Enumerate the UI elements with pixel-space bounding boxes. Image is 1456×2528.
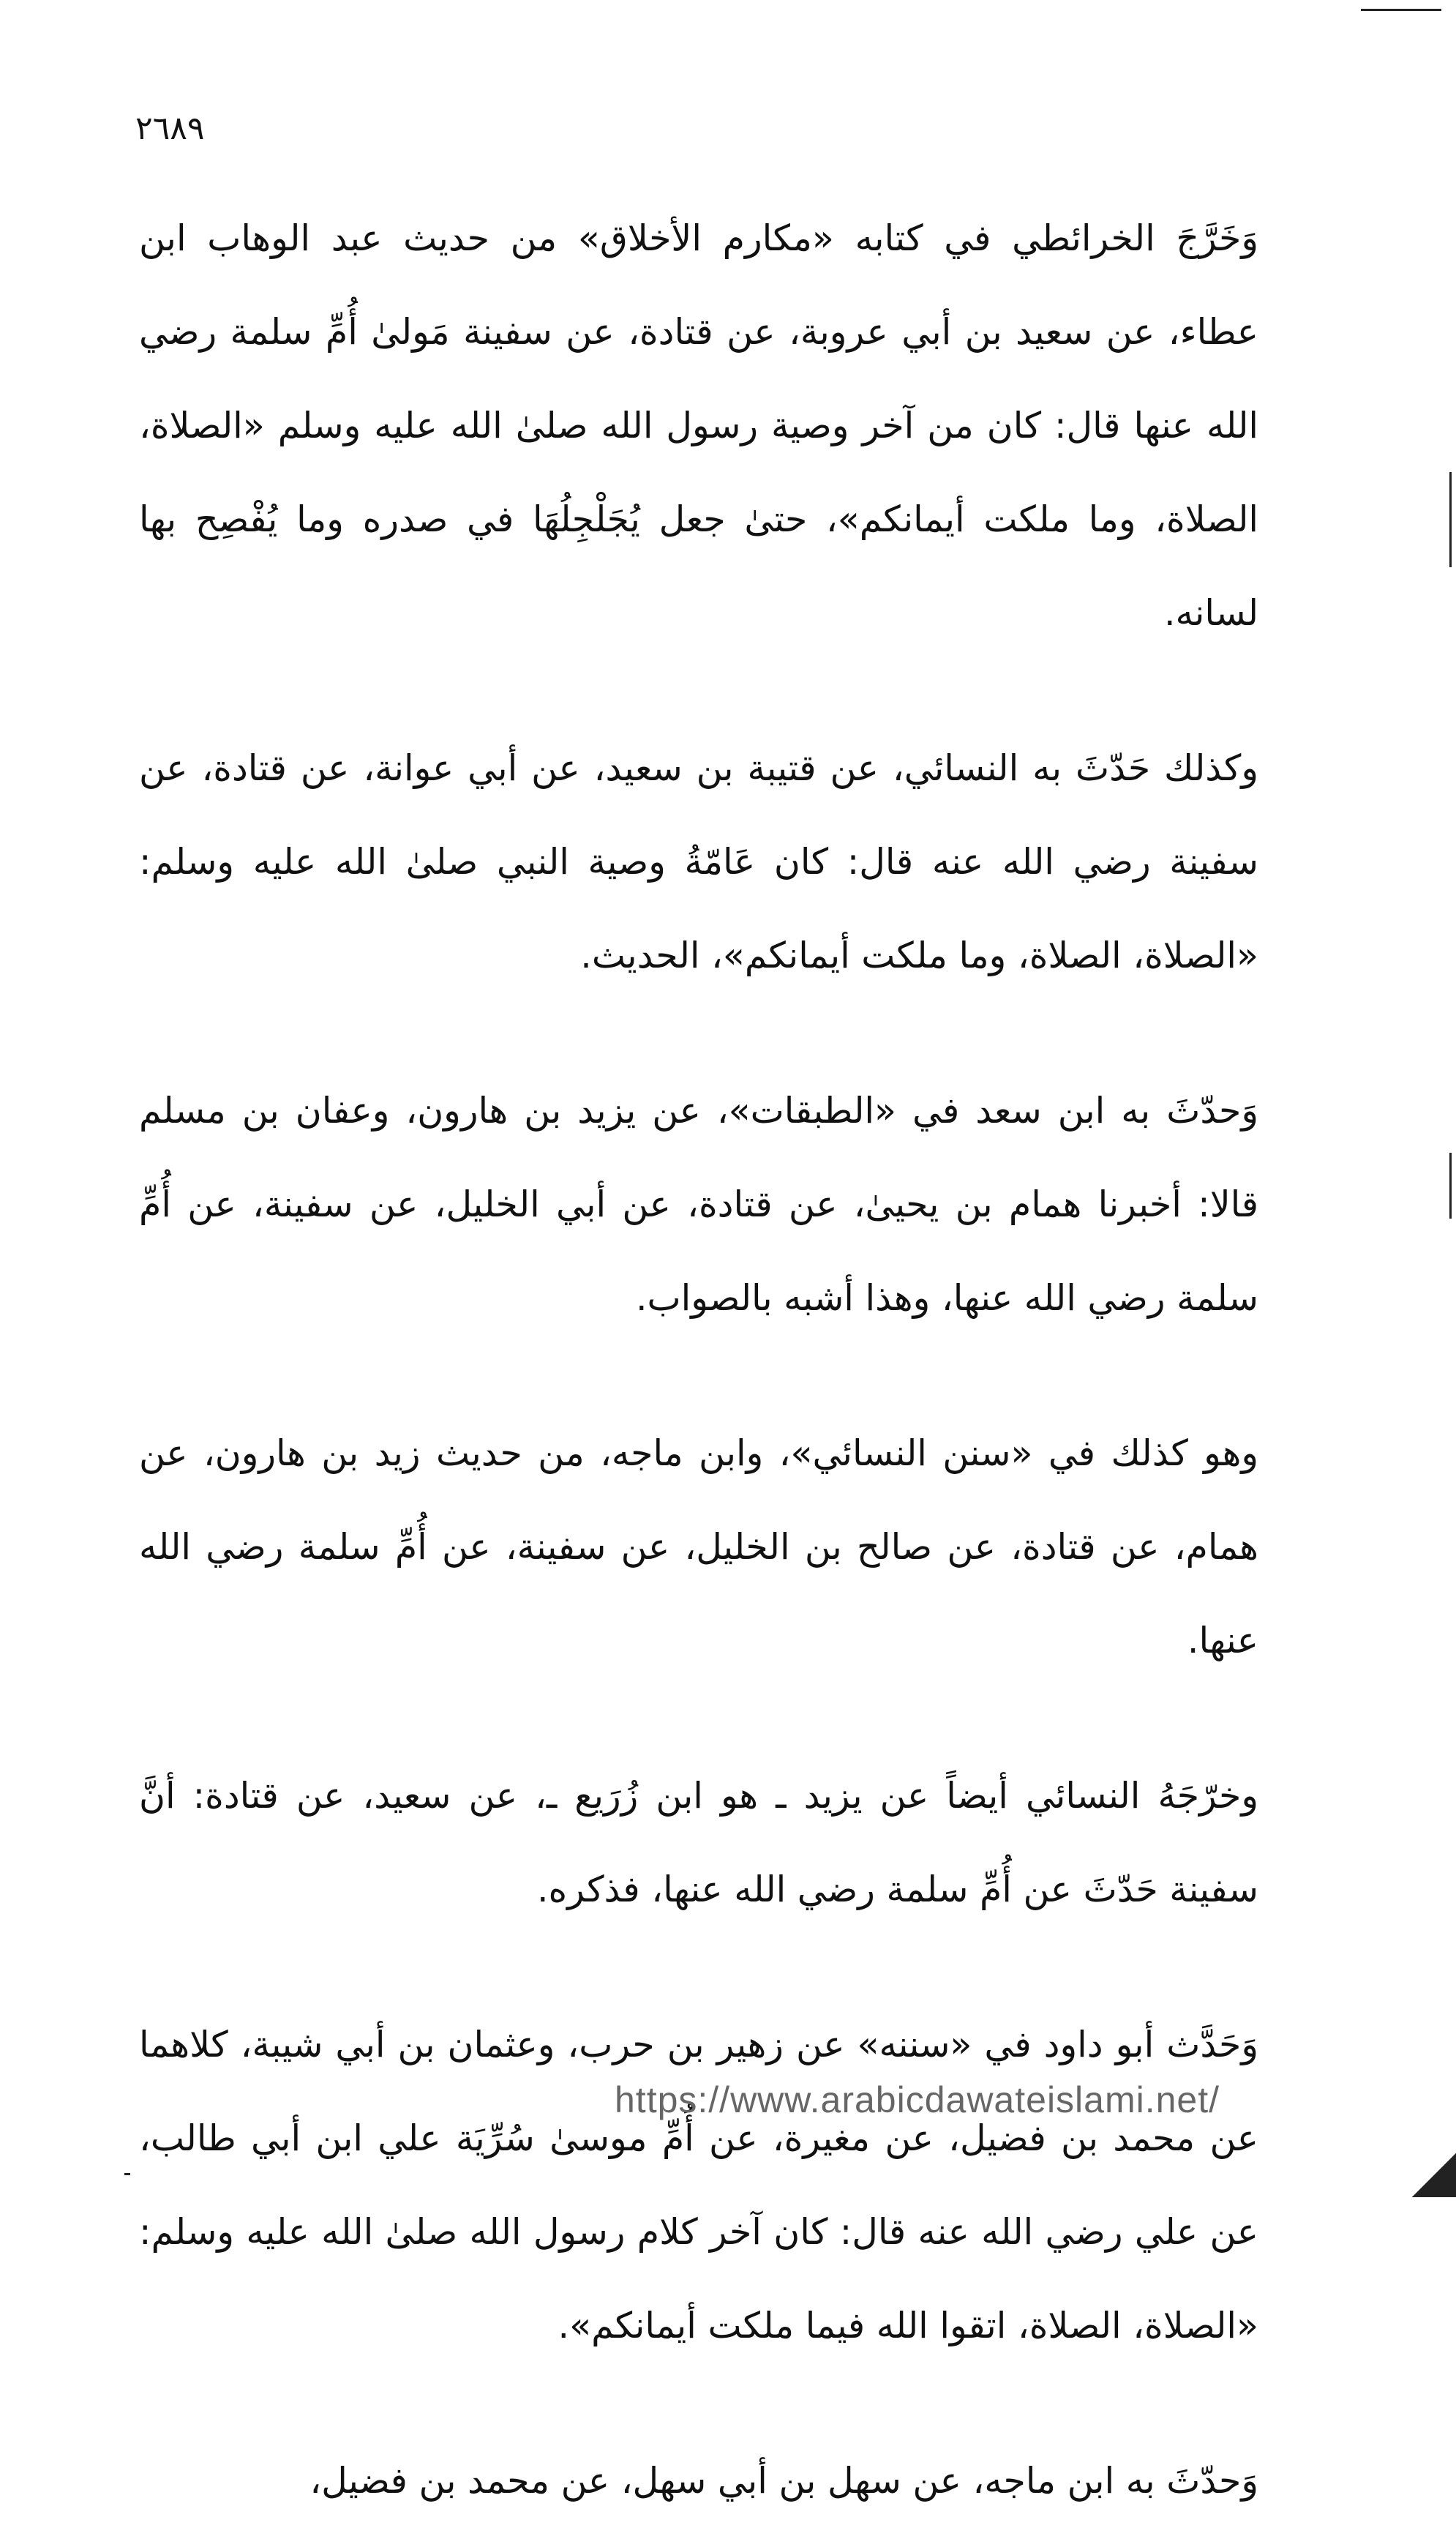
source-url: https://www.arabicdawateislami.net/ [615,2079,1220,2120]
paragraph: وكذلك حَدّثَ به النسائي، عن قتيبة بن سعيد، عن أبي عوانة، عن قتادة، عن سفينة رضي الله عنه قال: كان عَامّةُ وصية النبي صلىٰ الله عليه وسلم: «الصلاة، الصلاة، وما ملكت أيمانكم»، الحديث. [139,747,1258,976]
scan-edge-mark [1361,9,1441,11]
paragraph: وَحَدَّث أبو داود في «سننه» عن زهير بن حرب، وعثمان بن أبي شيبة، كلاهما عن محمد بن فضيل، عن مغيرة، عن أُمِّ موسىٰ سُرِّيَة علي ابن أبي طالب، عن علي رضي الله عنه قال: كان آخر كلام رسول الله صلىٰ الله عليه وسلم: «الصلاة، الصلاة، اتقوا الله فيما ملكت أيمانكم». [139,2024,1258,2346]
scan-edge-mark [124,2173,130,2175]
paragraph: وَحدّثَ به ابن ماجه، عن سهل بن أبي سهل، عن محمد بن فضيل، [309,2460,1258,2502]
paragraph: وَحدّثَ به ابن سعد في «الطبقات»، عن يزيد بن هارون، وعفان بن مسلم قالا: أخبرنا همام بن يحيىٰ، عن قتادة، عن أبي الخليل، عن سفينة، عن أُمِّ سلمة رضي الله عنها، وهذا أشبه بالصواب. [139,1090,1258,1319]
scan-corner-mark [1412,2153,1456,2197]
text-block [139,192,1258,2528]
paragraph: وخرّجَهُ النسائي أيضاً عن يزيد ـ هو ابن زُرَيع ـ، عن سعيد، عن قتادة: أنَّ سفينة حَدّثَ عن أُمِّ سلمة رضي الله عنها، فذكره. [139,1775,1258,1910]
scan-edge-mark [1449,472,1452,567]
page-number: ٢٦٨٩ [135,110,205,147]
paragraph: وَخَرَّجَ الخرائطي في كتابه «مكارم الأخلاق» من حديث عبد الوهاب ابن عطاء، عن سعيد بن أبي عروبة، عن قتادة، عن سفينة مَولىٰ أُمِّ سلمة رضي الله عنها قال: كان من آخر وصية رسول الله صلىٰ الله عليه وسلم «الصلاة، الصلاة، وما ملكت أيمانكم»، حتىٰ جعل يُجَلْجِلُهَا في صدره وما يُفْصِح بها لسانه. [139,217,1258,634]
paragraph: وهو كذلك في «سنن النسائي»، وابن ماجه، من حديث زيد بن هارون، عن همام، عن قتادة، عن صالح بن الخليل، عن سفينة، عن أُمِّ سلمة رضي الله عنها. [139,1432,1258,1661]
scan-edge-mark [1449,1153,1452,1219]
